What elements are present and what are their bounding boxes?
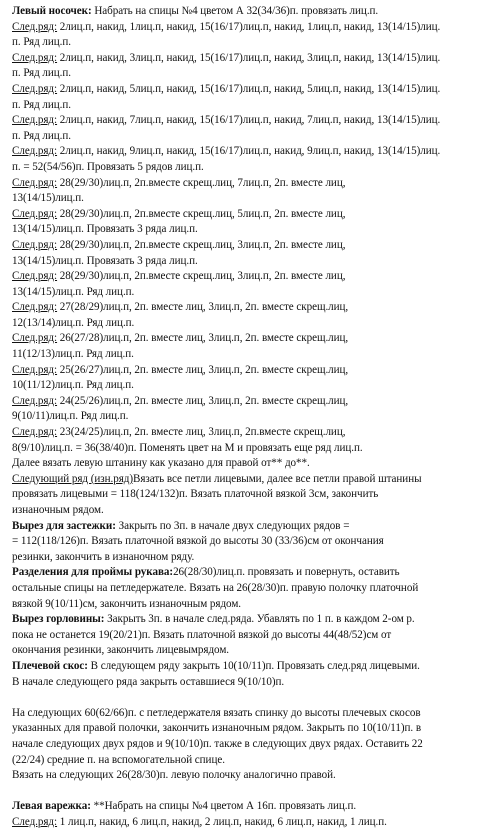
instruction-text: 2лиц.п, накид, 5лиц.п, накид, 15(16/17)лиц.п, накид, 5лиц.п, накид, 13(14/15)лиц. [57, 82, 441, 95]
instruction-text: п. Ряд лиц.п. [12, 98, 71, 111]
row-label: След.ряд: [12, 20, 58, 33]
instruction-text: 2лиц.п, накид, 7лиц.п, накид, 15(16/17)лиц.п, накид, 7лиц.п, накид, 13(14/15)лиц. [57, 114, 441, 127]
paragraph-p16 [12, 472, 486, 519]
instruction-text: п. Ряд лиц.п. [12, 129, 71, 142]
row-label: След.ряд: [12, 815, 58, 828]
text-line [12, 254, 486, 270]
text-line [12, 534, 486, 550]
text-line [12, 191, 486, 207]
instruction-text: 11(12/13)лиц.п. Ряд лиц.п. [12, 348, 134, 361]
instruction-text: 13(14/15)лиц.п. Провязать 3 ряда лиц.п. [12, 223, 198, 236]
instruction-text: 1 лиц.п, накид, 6 лиц.п, накид, 2 лиц.п, накид, 6 лиц.п, накид, 1 лиц.п. [57, 815, 387, 828]
paragraph-p8 [12, 207, 486, 238]
instruction-text: 28(29/30)лиц.п, 2п.вместе скрещ.лиц, 3лиц.п, 2п. вместе лиц, [57, 238, 346, 251]
instruction-text: п. = 52(54/56)п. Провязать 5 рядов лиц.п. [12, 160, 204, 173]
row-label: След.ряд: [12, 332, 58, 345]
instruction-text: В начале следующего ряда закрыть оставшиеся 9(10/10)п. [12, 675, 285, 688]
text-line [12, 4, 486, 20]
text-line [12, 20, 486, 36]
text-line [12, 316, 486, 332]
instruction-text: = 112(118/126)п. Вязать платочной вязкой до высоты 30 (33/36)см от окончания [12, 535, 384, 548]
text-line [12, 207, 486, 223]
paragraph-p23 [12, 815, 486, 830]
text-line [12, 487, 486, 503]
instruction-text: указанных для правой полочки, закончить изнаночным рядом. Закрыть по 10(10/11)п. в [12, 722, 422, 735]
instruction-text: Вязать на следующих 26(28/30)п. левую полочку аналогично правой. [12, 769, 336, 782]
row-label: След.ряд: [12, 207, 58, 220]
row-label: След.ряд: [12, 82, 58, 95]
text-line [12, 581, 486, 597]
instruction-text: **Набрать на спицы №4 цветом А 16п. провязать лиц.п. [90, 800, 357, 813]
instruction-text: 26(28/30)лиц.п. провязать и повернуть, оставить [173, 566, 400, 579]
instruction-text: 12(13/14)лиц.п. Ряд лиц.п. [12, 316, 135, 329]
text-line [12, 129, 486, 145]
section-heading: Левая варежка: [12, 800, 91, 813]
instruction-text: (22/24) средние п. на вспомогательной спице. [12, 753, 225, 766]
text-line [12, 66, 486, 82]
paragraph-p14 [12, 394, 486, 425]
text-line [12, 347, 486, 363]
instruction-text: остальные спицы на петледержателе. Вязать на 26(28/30)п. правую полочку платочной [12, 581, 419, 594]
text-line [12, 113, 486, 129]
text-line [12, 659, 486, 675]
text-line [12, 378, 486, 394]
text-line [12, 82, 486, 98]
instruction-text: изнаночным рядом. [12, 504, 104, 516]
instruction-text: Набрать на спицы №4 цветом А 32(34/36)п. провязать лиц.п. [91, 5, 379, 17]
text-line [12, 238, 486, 254]
text-line [12, 675, 486, 691]
instruction-text: 13(14/15)лиц.п. Ряд лиц.п. [12, 285, 135, 298]
paragraph-p5 [12, 113, 486, 144]
row-label: След.ряд: [12, 51, 58, 64]
text-line [12, 628, 486, 644]
text-line [12, 815, 486, 830]
paragraph-p21 [12, 706, 486, 784]
paragraph-p1 [12, 4, 486, 20]
instruction-text: В следующем ряду закрыть 10(10/11)п. Провязать след.ряд лицевыми. [87, 659, 420, 672]
paragraph-p22 [12, 799, 486, 815]
paragraph-p20 [12, 659, 486, 690]
text-line [12, 612, 486, 628]
text-line [12, 269, 486, 285]
text-line [12, 643, 486, 659]
section-heading: Левый носочек: [12, 5, 92, 17]
row-label: След.ряд: [12, 114, 58, 127]
instruction-text: 8(9/10)лиц.п. = 36(38/40)п. Поменять цвет на М и провязать еще ряд лиц.п. [12, 441, 363, 454]
instruction-text: 2лиц.п, накид, 9лиц.п, накид, 15(16/17)лиц.п, накид, 9лиц.п, накид, 13(14/15)лиц. [57, 145, 441, 158]
text-line [12, 285, 486, 301]
row-label: Следующий ряд (изн.ряд) [12, 472, 134, 485]
instruction-text: резинки, закончить в изнаночном ряду. [12, 550, 195, 563]
text-line [12, 222, 486, 238]
section-heading: Разделения для проймы рукава: [12, 566, 174, 579]
text-line [12, 331, 486, 347]
instruction-text: 13(14/15)лиц.п. Провязать 3 ряда лиц.п. [12, 254, 198, 267]
text-line [12, 160, 486, 176]
instruction-text: 28(29/30)лиц.п, 2п.вместе скрещ.лиц, 3лиц.п, 2п. вместе лиц, [57, 270, 346, 283]
text-line [12, 472, 486, 488]
section-heading: Вырез горловины: [12, 613, 105, 626]
text-line [12, 409, 486, 425]
text-line [12, 565, 486, 581]
instruction-text: 2лиц.п, накид, 1лиц.п, накид, 15(16/17)лиц.п, накид, 1лиц.п, накид, 13(14/15)лиц. [57, 20, 441, 33]
text-line [12, 144, 486, 160]
text-line [12, 51, 486, 67]
text-line [12, 550, 486, 566]
instruction-text: 28(29/30)лиц.п, 2п.вместе скрещ.лиц, 7лиц.п, 2п. вместе лиц, [57, 176, 346, 189]
text-line [12, 737, 486, 753]
instruction-text: Закрыть по 3п. в начале двух следующих рядов = [115, 519, 350, 532]
instruction-text: 13(14/15)лиц.п. [12, 192, 84, 205]
instruction-text: 28(29/30)лиц.п, 2п.вместе скрещ.лиц, 5лиц.п, 2п. вместе лиц, [57, 207, 346, 220]
text-line [12, 753, 486, 769]
instruction-text: Закрыть 3п. в начале след.ряда. Убавлять по 1 п. в каждом 2-ом р. [104, 613, 415, 626]
paragraph-p3 [12, 51, 486, 82]
row-label: След.ряд: [12, 238, 58, 251]
paragraph-p11 [12, 300, 486, 331]
row-label: След.ряд: [12, 301, 58, 314]
paragraph-p18 [12, 565, 486, 612]
paragraph-p13 [12, 363, 486, 394]
row-label: След.ряд: [12, 363, 58, 376]
paragraph-p2 [12, 20, 486, 51]
text-line [12, 176, 486, 192]
paragraph-p19 [12, 612, 486, 659]
text-line [12, 363, 486, 379]
blank-line [12, 690, 486, 706]
paragraph-p7 [12, 176, 486, 207]
section-heading: Вырез для застежки: [12, 519, 116, 532]
paragraph-p6 [12, 144, 486, 175]
paragraph-p9 [12, 238, 486, 269]
text-line [12, 35, 486, 51]
text-line [12, 706, 486, 722]
text-line [12, 456, 486, 472]
instruction-text: окончания резинки, закончить лицевымрядом. [12, 644, 230, 657]
paragraph-p15 [12, 425, 486, 472]
text-line [12, 394, 486, 410]
row-label: След.ряд: [12, 426, 58, 439]
instruction-text: вязкой 9(10/11)см, закончить изнаночным рядом. [12, 597, 242, 610]
section-heading: Плечевой скос: [12, 659, 88, 672]
instruction-text: пока не останется 19(20/21)п. Вязать платочной вязкой до высоты 44(48/52)см от [12, 628, 392, 641]
text-line [12, 425, 486, 441]
row-label: След.ряд: [12, 394, 58, 407]
row-label: След.ряд: [12, 145, 58, 158]
instruction-text: начале следующих двух рядов и 9(10/10)п. также в следующих двух рядах. Оставить 22 [12, 737, 423, 750]
text-line [12, 441, 486, 457]
instruction-text: Далее вязать левую штанину как указано для правой от** до**. [12, 457, 310, 470]
document-page [12, 4, 486, 830]
text-line [12, 597, 486, 613]
blank-line [12, 784, 486, 800]
instruction-text: 23(24/25)лиц.п, 2п. вместе лиц, 3лиц.п, 2п.вместе скрещ.лиц, [57, 426, 346, 439]
row-label: След.ряд: [12, 176, 58, 189]
instruction-text: провязать лицевыми = 118(124/132)п. Вязать платочной вязкой 3см, закончить [12, 488, 379, 501]
instruction-text: Вязать все петли лицевыми, далее все петли правой штанины [133, 472, 422, 485]
instruction-text: 9(10/11)лиц.п. Ряд лиц.п. [12, 410, 129, 423]
paragraph-p4 [12, 82, 486, 113]
paragraph-p17 [12, 519, 486, 566]
row-label: След.ряд: [12, 270, 58, 283]
text-line [12, 768, 486, 784]
text-line [12, 799, 486, 815]
paragraph-p12 [12, 331, 486, 362]
text-line [12, 519, 486, 535]
instruction-text: 10(11/12)лиц.п. Ряд лиц.п. [12, 379, 134, 392]
instruction-text: 25(26/27)лиц.п, 2п. вместе лиц, 3лиц.п, 2п. вместе скрещ.лиц, [57, 363, 349, 376]
instruction-text: п. Ряд лиц.п. [12, 36, 71, 49]
instruction-text: 26(27/28)лиц.п, 2п. вместе лиц, 3лиц.п, 2п. вместе скрещ.лиц, [57, 332, 349, 345]
instruction-text: 2лиц.п, накид, 3лиц.п, накид, 15(16/17)лиц.п, накид, 3лиц.п, накид, 13(14/15)лиц. [57, 51, 441, 64]
text-line [12, 98, 486, 114]
instruction-text: 27(28/29)лиц.п, 2п. вместе лиц, 3лиц.п, 2п. вместе скрещ.лиц, [57, 301, 349, 314]
text-line [12, 503, 486, 519]
paragraph-p10 [12, 269, 486, 300]
instruction-text: п. Ряд лиц.п. [12, 67, 71, 80]
instruction-text: 24(25/26)лиц.п, 2п. вместе лиц, 3лиц.п, 2п. вместе скрещ.лиц, [57, 394, 349, 407]
text-line [12, 300, 486, 316]
text-line [12, 721, 486, 737]
instruction-text: На следующих 60(62/66)п. с петледержателя вязать спинку до высоты плечевых скосов [12, 706, 421, 719]
